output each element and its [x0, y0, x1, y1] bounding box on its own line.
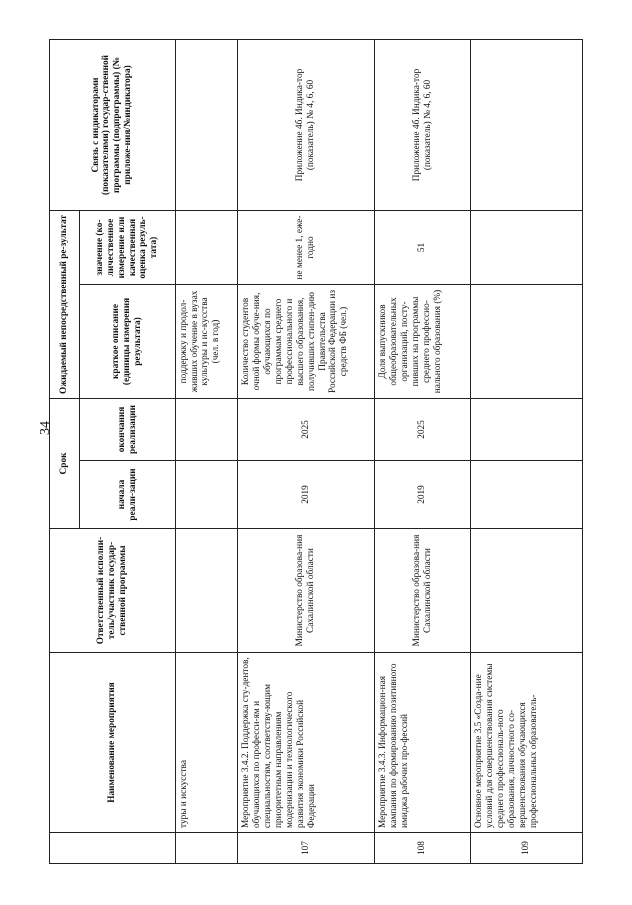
row-end — [471, 398, 583, 460]
row-end: 2025 — [375, 398, 471, 460]
row-link: Приложение 4б. Индика-тор (показатель) № 4, 6, 60 — [375, 39, 471, 210]
row-name: туры и искусства — [175, 653, 238, 833]
row-num: 108 — [375, 833, 471, 864]
table-row — [375, 39, 471, 863]
header-term: Срок — [50, 398, 80, 528]
row-responsible: Министерство образова-ния Сахалинской области — [238, 529, 375, 653]
row-desc — [471, 284, 583, 398]
row-end: 2025 — [238, 398, 375, 460]
header-term-start: начала реали-зации — [80, 461, 175, 529]
header-num — [50, 833, 176, 864]
row-value: 51 — [375, 210, 471, 284]
header-link: Связь с индикаторами (показателями) государ-ственной программы (подпрограммы) (№ приложе-ния/№индикатора) — [50, 39, 176, 210]
row-name: Основное мероприятие 3.5 «Созда-ние условий для совершенствования системы среднего профессиональ-ного образования, личностного со-вершенствования обучающихся профессиональных образователь- — [471, 653, 583, 833]
row-name: Мероприятие 3.4.3. Информацион-ная кампания по формированию позитивного имиджа рабочих про-фессий — [375, 653, 471, 833]
row-link — [175, 39, 238, 210]
row-num: 109 — [471, 833, 583, 864]
header-row-1 — [50, 39, 80, 863]
row-desc: поддержку и продол-живших обучение в вузах культуры и ис-кусства (чел. в год) — [175, 284, 238, 398]
row-start: 2019 — [238, 461, 375, 529]
header-responsible: Ответственный исполни-тель/участник государ-ственной программы — [50, 529, 176, 653]
table-row — [238, 39, 375, 863]
row-responsible — [175, 529, 238, 653]
row-desc: Доля выпускников общеобразовательных организаций, посту-пивших на программы среднего профессио-нального образования (%) — [375, 284, 471, 398]
row-value — [471, 210, 583, 284]
row-value: не менее 1, еже-годно — [238, 210, 375, 284]
table-row — [471, 39, 583, 863]
row-value — [175, 210, 238, 284]
row-start — [471, 461, 583, 529]
header-term-end: окончания реализации — [80, 398, 175, 460]
row-name: Мероприятие 3.4.2. Поддержка сту-дентов, обучающихся по професси-ям и специальностям, соответству-ющим приоритетным направлениям модернизации и технологического развития экономики Российской Федерации — [238, 653, 375, 833]
header-result-value: значение (ко-личественное измерение или качественная оценка резуль-тата) — [80, 210, 175, 284]
row-link — [471, 39, 583, 210]
row-desc: Количество студентов очной формы обуче-ния, обучающихся по программам среднего профессионального и высшего образования, получивших стипен-дию Правительства Российской Федерации из средств ФБ (чел.) — [238, 284, 375, 398]
row-end — [175, 398, 238, 460]
program-table — [49, 39, 583, 864]
page-number: 34 — [38, 421, 53, 435]
header-result-desc: краткое описание (единицы измерения результата) — [80, 284, 175, 398]
table-row — [175, 39, 238, 863]
header-result: Ожидаемый непосредственный ре-зультат — [50, 210, 80, 398]
row-start: 2019 — [375, 461, 471, 529]
row-link: Приложение 4б. Индика-тор (показатель) № 4, 6, 60 — [238, 39, 375, 210]
row-responsible: Министерство образова-ния Сахалинской области — [375, 529, 471, 653]
row-start — [175, 461, 238, 529]
header-name: Наименование мероприятия — [50, 653, 176, 833]
rotated-table-container — [49, 40, 583, 864]
row-num: 107 — [238, 833, 375, 864]
row-num — [175, 833, 238, 864]
row-responsible — [471, 529, 583, 653]
